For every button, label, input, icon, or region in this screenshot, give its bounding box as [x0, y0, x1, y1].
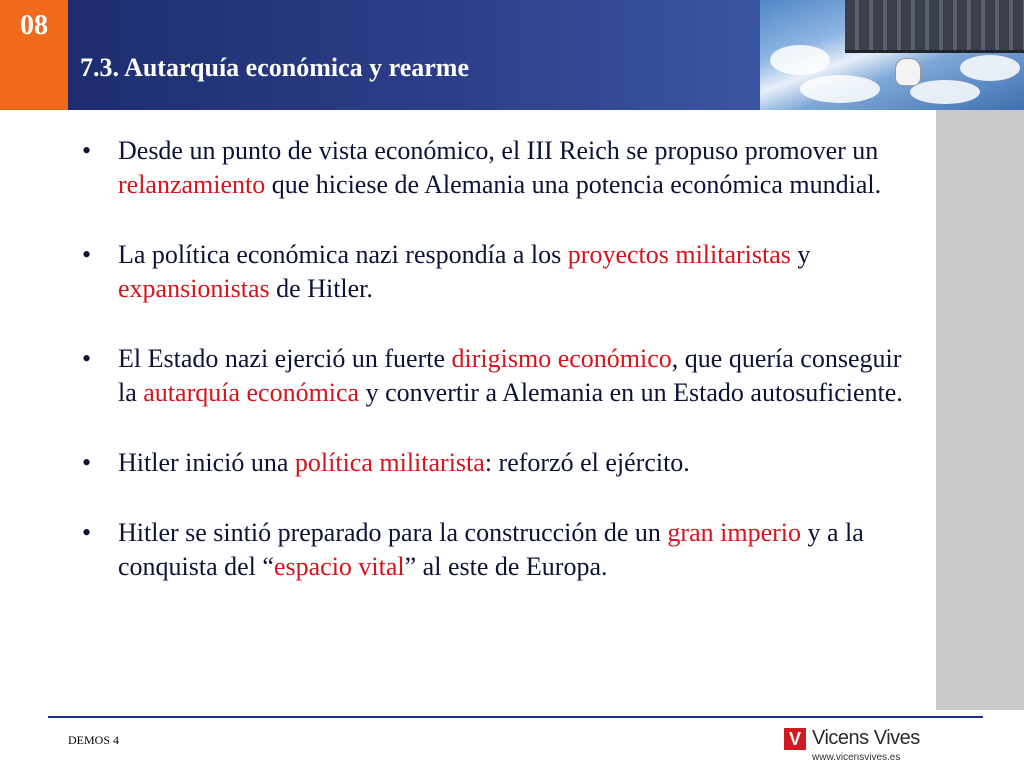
bullet-text: y: [790, 240, 811, 269]
space-station-icon: [845, 0, 1024, 53]
bullet-text: y a la conquista del “: [118, 518, 864, 581]
decorative-side-band: [936, 110, 1024, 710]
bullet-dot-icon: •: [82, 518, 92, 547]
astronaut-icon: [895, 58, 921, 86]
chapter-badge: [0, 0, 68, 110]
highlighted-term: expansionistas: [118, 274, 270, 303]
space-station-photo: [760, 0, 1024, 110]
slide-title: 7.3. Autarquía económica y rearme: [80, 53, 469, 82]
bullet-item: [76, 134, 926, 202]
bullet-dot-icon: •: [82, 344, 92, 373]
bullet-text: , que quería conseguir la: [118, 344, 902, 407]
bullet-item: [76, 446, 926, 480]
highlighted-term: relanzamiento: [118, 170, 266, 199]
bullet-text: Hitler inició una: [118, 448, 295, 477]
vicens-vives-logo-icon: V: [784, 728, 806, 750]
bullet-dot-icon: •: [82, 448, 92, 477]
bullet-item: [76, 516, 926, 584]
highlighted-term: autarquía económica: [143, 378, 360, 407]
bullet-text: ” al este de Europa.: [404, 552, 608, 581]
bullet-text: que hiciese de Alemania una potencia económica mundial.: [265, 170, 882, 199]
bullet-dot-icon: •: [82, 240, 92, 269]
highlighted-term: gran imperio: [667, 518, 801, 547]
publisher-name: Vicens Vives: [812, 727, 920, 749]
bullet-text: de Hitler.: [269, 274, 373, 303]
bullet-list: [76, 134, 926, 620]
bullet-item: [76, 342, 926, 410]
footer-divider: [48, 716, 983, 718]
bullet-text: La política económica nazi respondía a los: [118, 240, 568, 269]
bullet-text: Hitler se sintió preparado para la construcción de un: [118, 518, 668, 547]
highlighted-term: proyectos militaristas: [567, 240, 791, 269]
publisher-url: www.vicensvives.es: [812, 752, 901, 763]
highlighted-term: política militarista: [294, 448, 485, 477]
bullet-dot-icon: •: [82, 136, 92, 165]
bullet-text: : reforzó el ejército.: [484, 448, 690, 477]
highlighted-term: dirigismo económico: [451, 344, 672, 373]
chapter-number: 08: [20, 10, 48, 41]
bullet-text: y convertir a Alemania en un Estado autosuficiente.: [359, 378, 903, 407]
footer-course-label: DEMOS 4: [68, 733, 120, 747]
bullet-text: El Estado nazi ejerció un fuerte: [118, 344, 452, 373]
highlighted-term: espacio vital: [273, 552, 405, 581]
header-bar: [0, 0, 1024, 110]
bullet-item: [76, 238, 926, 306]
bullet-text: Desde un punto de vista económico, el III Reich se propuso promover un: [118, 136, 879, 165]
